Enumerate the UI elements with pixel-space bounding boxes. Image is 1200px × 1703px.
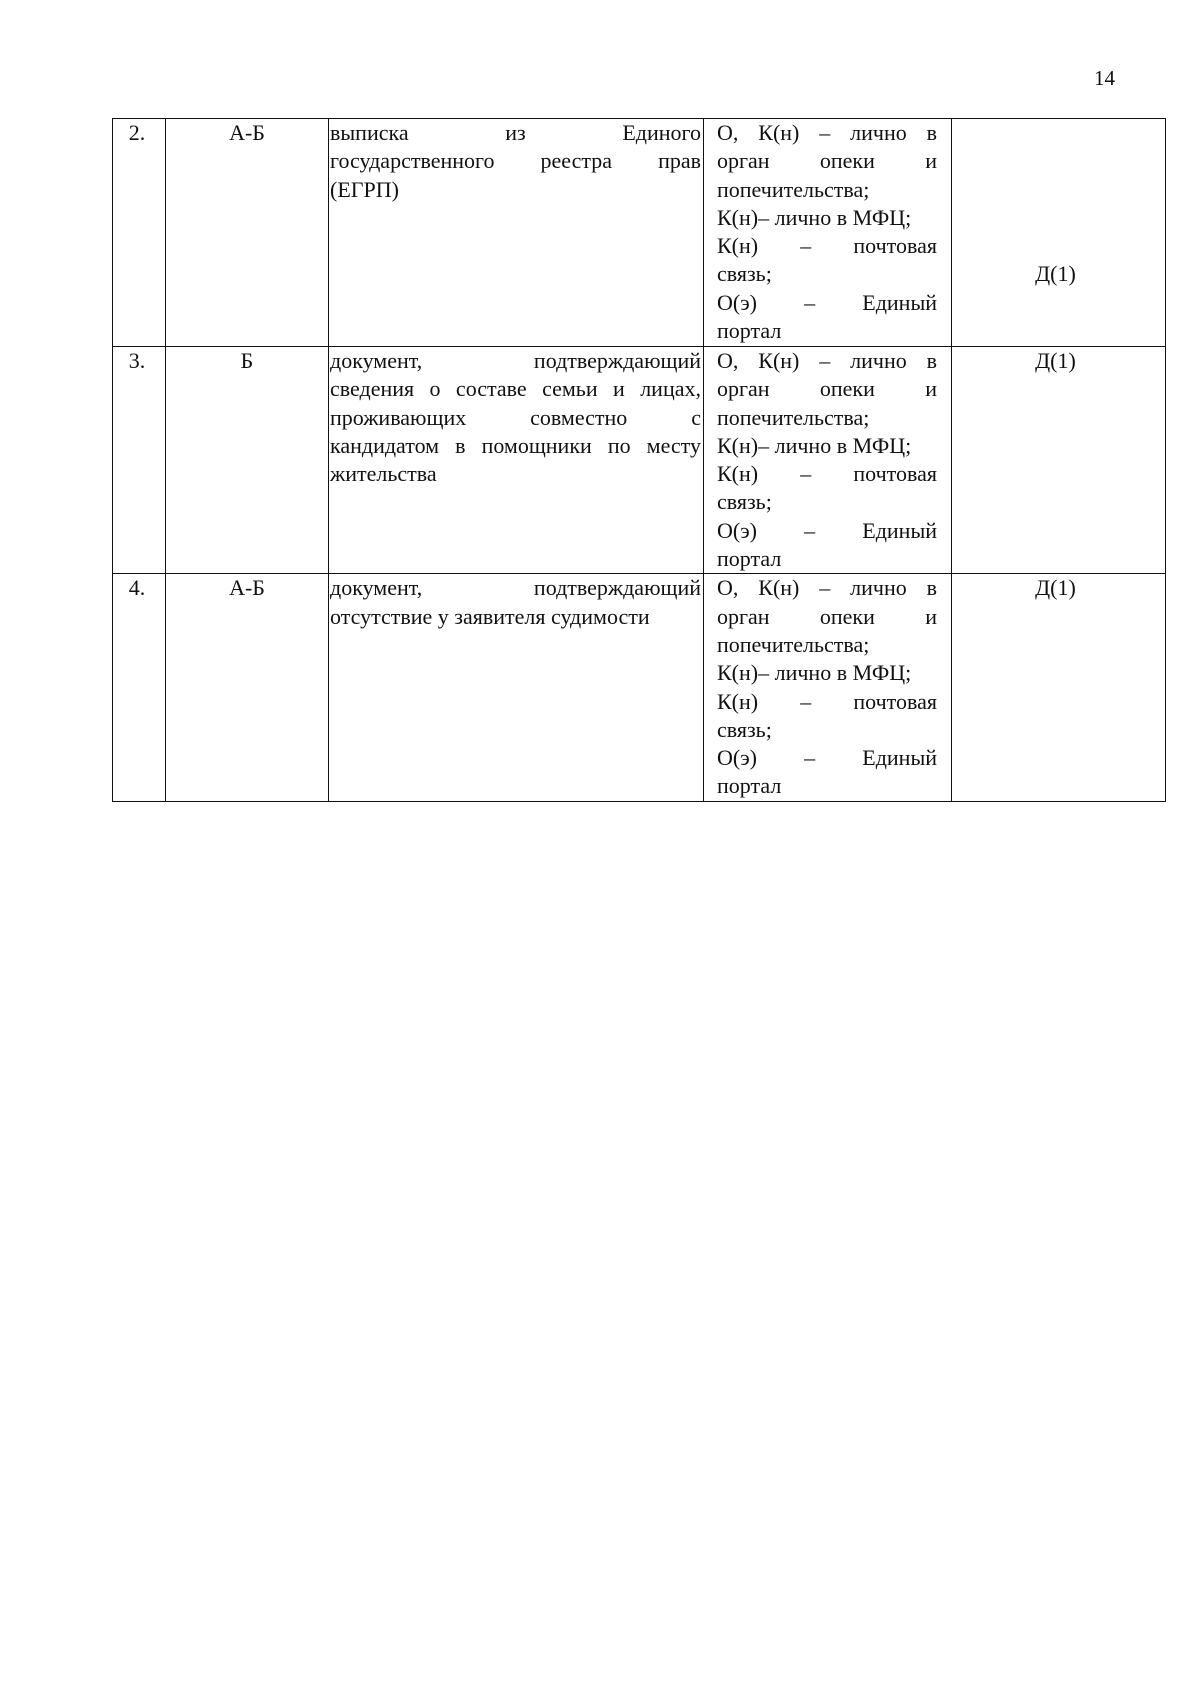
method-line: К(н)– лично в МФЦ; bbox=[717, 204, 912, 230]
row-number: 3. bbox=[113, 347, 166, 574]
submission-method bbox=[704, 347, 952, 574]
table-row bbox=[113, 574, 1166, 802]
method-line: К(н)– лично в МФЦ; bbox=[717, 432, 912, 458]
method-line: попечительства; bbox=[717, 631, 870, 657]
method-line: О(э) – Единый bbox=[717, 517, 937, 543]
method-line: орган опеки и bbox=[717, 603, 937, 629]
method-line: портал bbox=[717, 773, 782, 799]
document-line: (ЕГРП) bbox=[330, 176, 399, 202]
document-line: выписка из Единого bbox=[330, 120, 701, 145]
method-line: связь; bbox=[717, 489, 772, 515]
method-line: портал bbox=[717, 318, 782, 344]
document-line: кандидатом в помощники по месту bbox=[330, 432, 701, 458]
row-number: 2. bbox=[113, 119, 166, 347]
document-line: документ, подтверждающий bbox=[330, 348, 701, 373]
document-name bbox=[329, 347, 704, 574]
table-row bbox=[113, 119, 1166, 347]
method-line: О, К(н) – лично в bbox=[717, 348, 937, 373]
result-code: Д(1) bbox=[952, 574, 1166, 802]
result-cell bbox=[952, 119, 1166, 347]
document-line: документ, подтверждающий bbox=[330, 575, 701, 601]
method-line: портал bbox=[717, 546, 782, 572]
document-line: жительства bbox=[330, 461, 437, 487]
method-line: попечительства; bbox=[717, 176, 870, 202]
applicant-category: А-Б bbox=[166, 119, 329, 347]
method-line: О(э) – Единый bbox=[717, 289, 937, 315]
method-line: орган опеки и bbox=[717, 376, 937, 402]
result-code: Д(1) bbox=[1035, 261, 1076, 286]
method-line: К(н) – почтовая bbox=[717, 688, 937, 714]
documents-table bbox=[112, 118, 1166, 802]
method-line: связь; bbox=[717, 716, 772, 742]
method-line: О, К(н) – лично в bbox=[717, 575, 937, 601]
method-line: К(н) – почтовая bbox=[717, 233, 937, 259]
document-line: отсутствие у заявителя судимости bbox=[330, 603, 650, 629]
document-line: государственного реестра прав bbox=[330, 148, 701, 174]
submission-method bbox=[704, 119, 952, 347]
document-line: сведения о составе семьи и лицах, bbox=[330, 376, 701, 402]
method-line: О(э) – Единый bbox=[717, 745, 937, 771]
document-name bbox=[329, 574, 704, 802]
method-line: орган опеки и bbox=[717, 148, 937, 174]
table-row bbox=[113, 347, 1166, 574]
method-line: К(н) – почтовая bbox=[717, 461, 937, 487]
method-line: связь; bbox=[717, 261, 772, 287]
document-line: проживающих совместно с bbox=[330, 404, 701, 430]
applicant-category: А-Б bbox=[166, 574, 329, 802]
method-line: попечительства; bbox=[717, 404, 870, 430]
applicant-category: Б bbox=[166, 347, 329, 574]
result-code: Д(1) bbox=[952, 347, 1166, 574]
row-number: 4. bbox=[113, 574, 166, 802]
page-number: 14 bbox=[1094, 66, 1115, 90]
method-line: К(н)– лично в МФЦ; bbox=[717, 660, 912, 686]
submission-method bbox=[704, 574, 952, 802]
document-name bbox=[329, 119, 704, 347]
method-line: О, К(н) – лично в bbox=[717, 120, 937, 145]
